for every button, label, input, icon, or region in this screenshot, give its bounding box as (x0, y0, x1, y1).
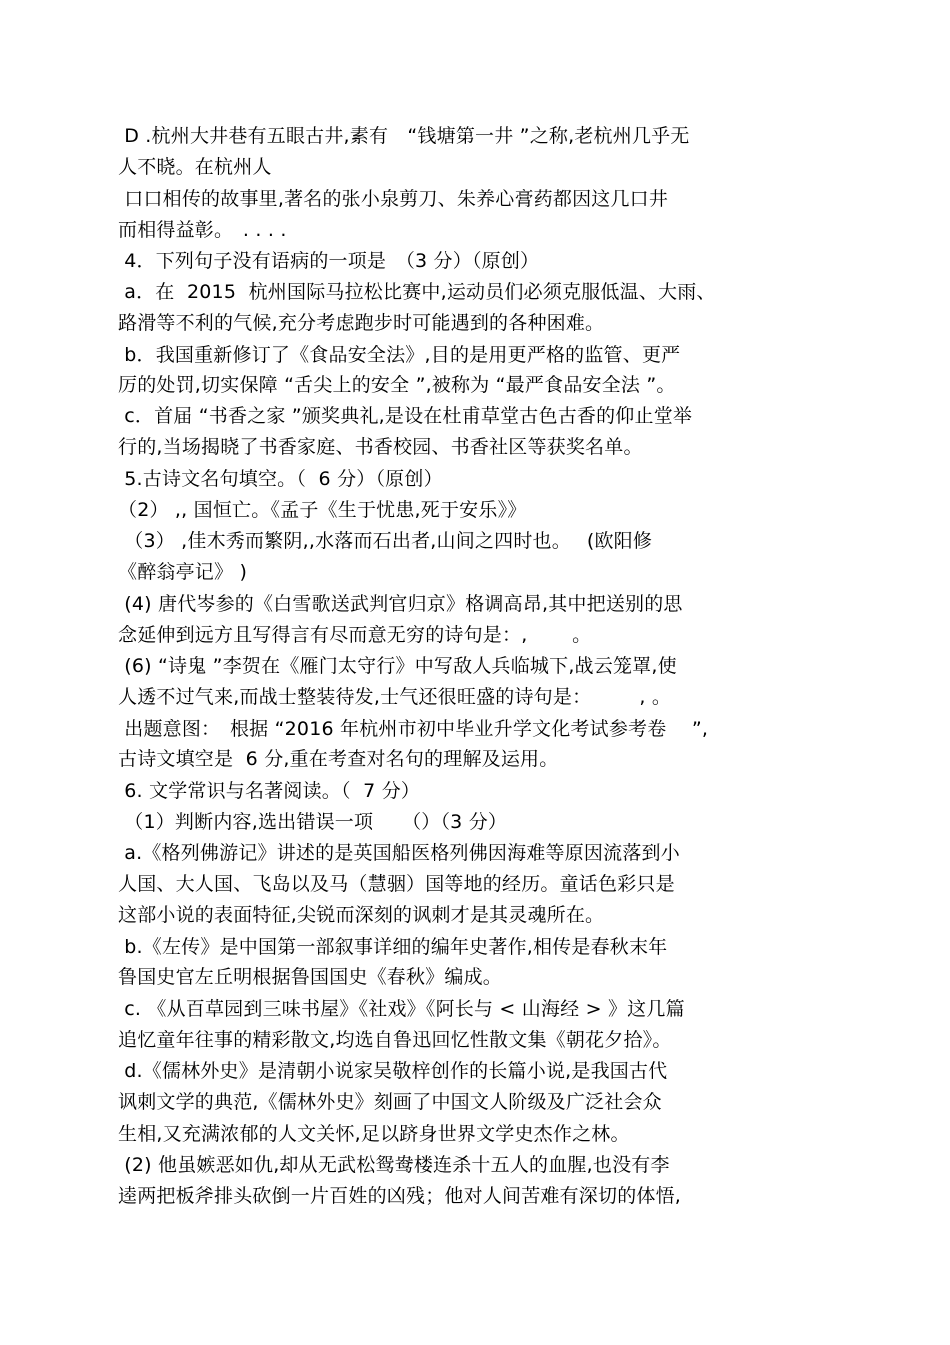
text-line: 念延伸到远方且写得言有尽而意无穷的诗句是：, 。 (118, 624, 592, 646)
text-line: d.《儒林外史》是清朝小说家吴敬梓创作的长篇小说,是我国古代 (118, 1060, 668, 1082)
text-line: 路滑等不利的气候,充分考虑跑步时可能遇到的各种困难。 (118, 312, 605, 334)
text-line: 这部小说的表面特征,尖锐而深刻的讽刺才是其灵魂所在。 (118, 904, 605, 926)
text-line: (6) “诗鬼 ”李贺在《雁门太守行》中写敌人兵临城下,战云笼罩,使 (118, 655, 677, 677)
text-line: 而相得益彰。 . . . . (118, 219, 287, 241)
text-line: 出题意图： 根据 “2016 年杭州市初中毕业升学文化考试参考卷 ”, (118, 718, 709, 740)
text-line: 鲁国史官左丘明根据鲁国国史《春秋》编成。 (118, 966, 503, 988)
text-line: 人透不过气来,而战士整装待发,士气还很旺盛的诗句是： , 。 (118, 686, 672, 708)
text-line: 古诗文填空是 6 分,重在考查对名句的理解及运用。 (118, 748, 559, 770)
text-line: D .杭州大井巷有五眼古井,素有 “钱塘第一井 ”之称,老杭州几乎无 (118, 125, 690, 147)
text-line: 逵两把板斧排头砍倒一片百姓的凶残；他对人间苦难有深切的体悟, (118, 1185, 682, 1207)
text-line: (4) 唐代岑参的《白雪歌送武判官归京》格调高昂,其中把送别的思 (118, 593, 683, 615)
text-line: 生相,又充满浓郁的人文关怀,足以跻身世界文学史杰作之林。 (118, 1123, 630, 1145)
text-line: b.《左传》是中国第一部叙事详细的编年史著作,相传是春秋末年 (118, 936, 668, 958)
text-line: 口口相传的故事里,著名的张小泉剪刀、朱养心膏药都因这几口井 (118, 188, 669, 210)
text-line: b．我国重新修订了《食品安全法》,目的是用更严格的监管、更严 (118, 344, 681, 366)
text-line: c. 《从百草园到三味书屋》《社戏》《阿长与 < 山海经 > 》这几篇 (118, 998, 685, 1020)
text-line: 6. 文学常识与名著阅读。（ 7 分） (118, 780, 421, 802)
text-line: 追忆童年往事的精彩散文,均选自鲁迅回忆性散文集《朝花夕拾》。 (118, 1029, 672, 1051)
text-line: 讽刺文学的典范,《儒林外史》刻画了中国文人阶级及广泛社会众 (118, 1091, 662, 1113)
text-line: （1）判断内容,选出错误一项 （）（3 分） (118, 811, 508, 833)
text-line: c．首届 “书香之家 ”颁奖典礼,是设在杜甫草堂古色古香的仰止堂举 (118, 405, 693, 427)
text-line: a.《格列佛游记》讲述的是英国船医格列佛因海难等原因流落到小 (118, 842, 680, 864)
text-line: 人不晓。在杭州人 (118, 156, 272, 178)
text-line: 4．下列句子没有语病的一项是 （3 分）（原创） (118, 250, 540, 272)
text-line: (2) 他虽嫉恶如仇,却从无武松鸳鸯楼连杀十五人的血腥,也没有李 (118, 1154, 670, 1176)
text-line: 5.古诗文名句填空。（ 6 分）（原创） (118, 468, 443, 490)
text-line: a．在 2015 杭州国际马拉松比赛中,运动员们必须克服低温、大雨、 (118, 281, 716, 303)
text-line: 厉的处罚,切实保障 “舌尖上的安全 ”,被称为 “最严食品安全法 ”。 (118, 374, 676, 396)
text-line: （3） ,佳木秀而繁阴,,水落而石出者,山间之四时也。 (欧阳修 (118, 530, 653, 552)
text-line: 《醉翁亭记》 ) (118, 561, 248, 583)
text-line: 行的,当场揭晓了书香家庭、书香校园、书香社区等获奖名单。 (118, 436, 643, 458)
text-line: （2） ,, 国恒亡。《孟子《生于忧患,死于安乐》》 (118, 499, 527, 521)
text-line: 人国、大人国、飞岛以及马（慧骃）国等地的经历。童话色彩只是 (118, 873, 675, 895)
